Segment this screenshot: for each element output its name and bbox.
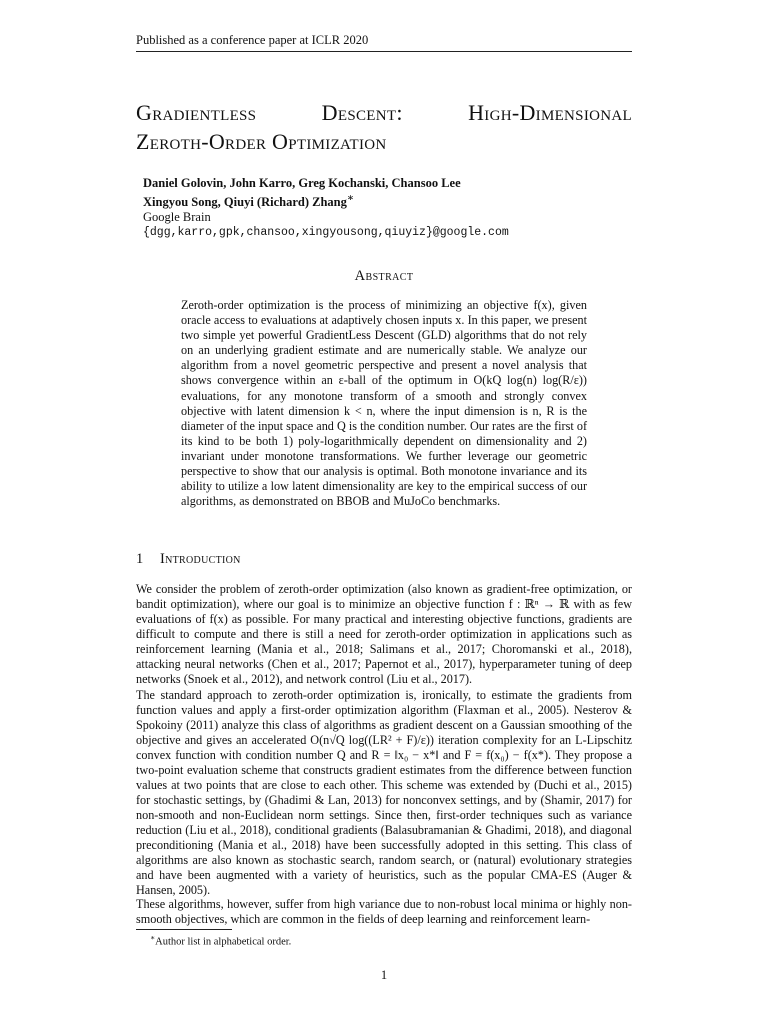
footnote-text: Author list in alphabetical order. [155, 936, 292, 948]
author-emails: {dgg,karro,gpk,chansoo,xingyousong,qiuyiz}@google.com [143, 226, 509, 240]
title-line-2: Zeroth-Order Optimization [136, 129, 387, 154]
author-footnote-mark: ∗ [346, 193, 355, 204]
footnote-rule [136, 929, 232, 930]
footnote [150, 933, 291, 948]
title-word: High-Dimensional [468, 100, 632, 125]
section-number: 1 [136, 551, 144, 567]
title-word: Gradientless [136, 100, 257, 125]
section-title: Introduction [160, 551, 241, 567]
affiliation: Google Brain [143, 210, 211, 225]
intro-paragraph-2: The standard approach to zeroth-order optimization is, ironically, to estimate the gradients from function values and apply a first-order optimization algorithm (Flaxman et al., 2005). Nesterov & Spokoiny (2011) analyze this class of algorithms as gradient descent on a Gaussian smoothing of the objective and gives an accelerated O(n√Q log((LR² + F)/ε)) iteration complexity for an L-Lipschitz convex function with condition number Q and R = ‖x₀ − x*‖ and F = f(x₀) − f(x*). They propose a two-point evaluation scheme that constructs gradient estimates from the difference between function values at two points that are close to each other. This scheme was extended by (Duchi et al., 2015) for stochastic settings, by (Ghadimi & Lan, 2013) for nonconvex settings, and by (Shamir, 2017) for non-smooth and non-Euclidean norm settings. Since then, first-order techniques such as variance reduction (Liu et al., 2018), conditional gradients (Balasubramanian & Ghadimi, 2018), and diagonal preconditioning (Mania et al., 2018) have been successfully adopted in this setting. This class of algorithms are also known as stochastic search, random search, or (natural) evolutionary strategies and have been augmented with a variety of heuristics, such as the popular CMA-ES (Auger & Hansen, 2005). [136, 688, 632, 897]
abstract-heading: Abstract [354, 268, 414, 284]
section-heading [136, 551, 632, 568]
author-names-line-1: Daniel Golovin, John Karro, Greg Kochanski, Chansoo Lee [143, 176, 461, 190]
title-word: Descent: [321, 100, 403, 125]
author-names-text: Xingyou Song, Qiuyi (Richard) Zhang [143, 195, 347, 210]
running-header: Published as a conference paper at ICLR 2020 [136, 33, 632, 52]
page-number: 1 [380, 968, 388, 982]
footnote-mark: ∗ [150, 933, 156, 942]
title-line-1 [136, 98, 632, 127]
intro-paragraph-1: We consider the problem of zeroth-order optimization (also known as gradient-free optimization, or bandit optimization), where our goal is to minimize an objective function f : ℝⁿ → ℝ with as few evaluations of f(x) as possible. For many practical and interesting objective functions, gradients are difficult to compute and there is still a need for zeroth-order optimization in applications such as reinforcement learning (Mania et al., 2018; Salimans et al., 2017; Choromanski et al., 2018), attacking neural networks (Chen et al., 2017; Papernot et al., 2017), hyperparameter tuning of deep networks (Snoek et al., 2012), and network control (Liu et al., 2017). [136, 582, 632, 686]
intro-paragraph-3: These algorithms, however, suffer from high variance due to non-robust local minima or highly non-smooth objectives, which are common in the fields of deep learning and reinforcement learn- [136, 897, 632, 926]
paper-title [136, 98, 632, 156]
author-names-line-2 [143, 191, 509, 210]
author-block [143, 176, 509, 240]
abstract-text: Zeroth-order optimization is the process of minimizing an objective f(x), given oracle access to evaluations at adaptively chosen inputs x. In this paper, we present two simple yet powerful GradientLess Descent (GLD) algorithms that do not rely on an underlying gradient estimate and are numerically stable. We analyze our algorithm from a novel geometric perspective and present a novel analysis that shows convergence within an ε-ball of the optimum in O(kQ log(n) log(R/ε)) evaluations, for any monotone transform of a smooth and strongly convex objective with latent dimension k < n, where the input dimension is n, R is the diameter of the input space and Q is the condition number. Our rates are the first of its kind to be both 1) poly-logarithmically dependent on dimensionality and 2) invariant under monotone transformations. We further leverage our geometric perspective to show that our analysis is optimal. Both monotone invariance and its ability to utilize a low latent dimensionality are key to the empirical success of our algorithms, as demonstrated on BBOB and MuJoCo benchmarks. [181, 298, 587, 509]
